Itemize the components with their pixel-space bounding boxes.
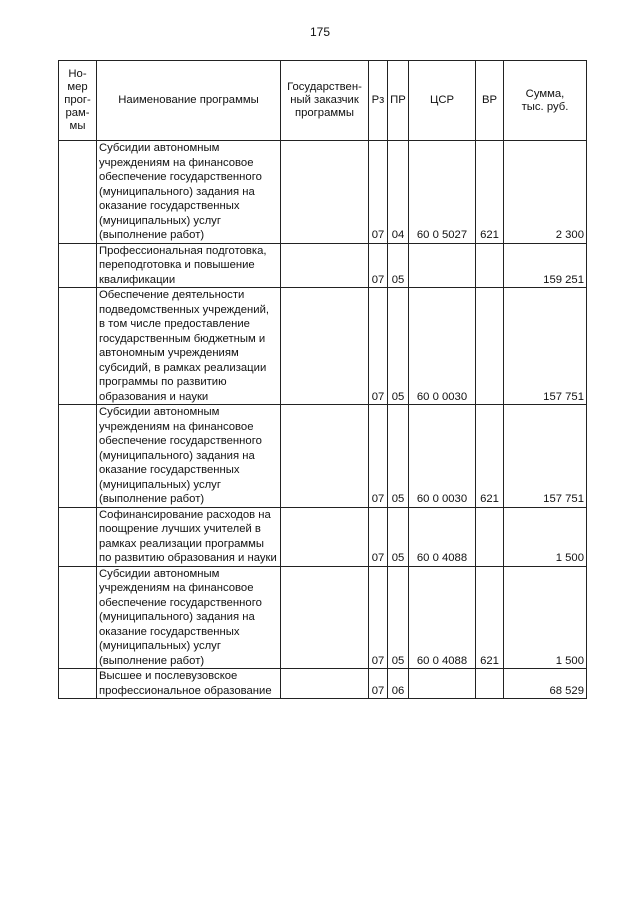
header-sum xyxy=(504,61,587,141)
cell-sum: 157 751 xyxy=(504,405,587,508)
header-vr xyxy=(476,61,504,141)
budget-table xyxy=(58,60,587,699)
cell-program-number xyxy=(59,141,97,244)
table-row xyxy=(59,243,587,288)
cell-sum: 1 500 xyxy=(504,507,587,566)
table-row xyxy=(59,566,587,669)
cell-pr: 05 xyxy=(388,243,409,288)
cell-csr xyxy=(409,243,476,288)
cell-state-customer xyxy=(281,405,369,508)
cell-rz: 07 xyxy=(369,141,388,244)
cell-program-name: Софинансирование расходов на поощрение лучших учителей в рамках реализации программы по развитию образования и науки xyxy=(97,507,281,566)
cell-vr xyxy=(476,288,504,405)
table-row xyxy=(59,507,587,566)
cell-program-name: Высшее и послевузовское профессиональное образование xyxy=(97,669,281,699)
header-rz xyxy=(369,61,388,141)
cell-pr: 05 xyxy=(388,566,409,669)
cell-csr: 60 0 5027 xyxy=(409,141,476,244)
cell-rz: 07 xyxy=(369,507,388,566)
header-csr xyxy=(409,61,476,141)
cell-vr: 621 xyxy=(476,141,504,244)
cell-rz: 07 xyxy=(369,566,388,669)
header-pr-text: ПР xyxy=(390,94,406,106)
header-state-customer-text: Государствен- ный заказчик программы xyxy=(287,81,362,119)
header-program-number xyxy=(59,61,97,141)
table-row xyxy=(59,141,587,244)
table-header-row xyxy=(59,61,587,141)
cell-csr xyxy=(409,669,476,699)
header-program-number-text: Но- мер прог- рам- мы xyxy=(64,68,91,132)
cell-program-name: Профессиональная подготовка, переподготовка и повышение квалификации xyxy=(97,243,281,288)
cell-state-customer xyxy=(281,507,369,566)
header-pr xyxy=(388,61,409,141)
header-program-name xyxy=(97,61,281,141)
cell-state-customer xyxy=(281,141,369,244)
page-number: 175 xyxy=(309,25,331,39)
cell-state-customer xyxy=(281,566,369,669)
header-program-name-text: Наименование программы xyxy=(118,94,259,106)
cell-csr: 60 0 4088 xyxy=(409,566,476,669)
cell-csr: 60 0 4088 xyxy=(409,507,476,566)
cell-program-number xyxy=(59,566,97,669)
cell-pr: 05 xyxy=(388,405,409,508)
header-rz-text: Рз xyxy=(371,94,385,106)
cell-rz: 07 xyxy=(369,243,388,288)
cell-sum: 68 529 xyxy=(504,669,587,699)
cell-csr: 60 0 0030 xyxy=(409,405,476,508)
table-row xyxy=(59,288,587,405)
cell-vr xyxy=(476,507,504,566)
cell-program-number xyxy=(59,405,97,508)
cell-program-name: Субсидии автономным учреждениям на финансовое обеспечение государственного (муниципального) задания на оказание государственных (муниципальных) услуг (выполнение работ) xyxy=(97,566,281,669)
cell-rz: 07 xyxy=(369,405,388,508)
cell-program-name: Субсидии автономным учреждениям на финансовое обеспечение государственного (муниципального) задания на оказание государственных (муниципальных) услуг (выполнение работ) xyxy=(97,405,281,508)
cell-sum: 2 300 xyxy=(504,141,587,244)
cell-csr: 60 0 0030 xyxy=(409,288,476,405)
cell-pr: 05 xyxy=(388,288,409,405)
cell-state-customer xyxy=(281,288,369,405)
header-state-customer xyxy=(281,61,369,141)
cell-rz: 07 xyxy=(369,288,388,405)
cell-vr xyxy=(476,669,504,699)
cell-program-number xyxy=(59,669,97,699)
cell-vr: 621 xyxy=(476,405,504,508)
cell-program-number xyxy=(59,243,97,288)
cell-sum: 157 751 xyxy=(504,288,587,405)
header-vr-text: ВР xyxy=(481,94,498,106)
cell-state-customer xyxy=(281,243,369,288)
cell-vr: 621 xyxy=(476,566,504,669)
cell-pr: 04 xyxy=(388,141,409,244)
cell-pr: 05 xyxy=(388,507,409,566)
cell-sum: 159 251 xyxy=(504,243,587,288)
cell-program-name: Субсидии автономным учреждениям на финансовое обеспечение государственного (муниципального) задания на оказание государственных (муниципальных) услуг (выполнение работ) xyxy=(97,141,281,244)
cell-program-number xyxy=(59,288,97,405)
cell-state-customer xyxy=(281,669,369,699)
cell-pr: 06 xyxy=(388,669,409,699)
table-row xyxy=(59,405,587,508)
cell-program-number xyxy=(59,507,97,566)
table-row xyxy=(59,669,587,699)
cell-program-name: Обеспечение деятельности подведомственных учреждений, в том числе предоставление государственным бюджетным и автономным учреждениям субсидий, в рамках реализации программы по развитию образования и науки xyxy=(97,288,281,405)
cell-sum: 1 500 xyxy=(504,566,587,669)
cell-rz: 07 xyxy=(369,669,388,699)
header-csr-text: ЦСР xyxy=(429,94,455,106)
header-sum-text: Сумма, тыс. руб. xyxy=(521,87,569,113)
cell-vr xyxy=(476,243,504,288)
